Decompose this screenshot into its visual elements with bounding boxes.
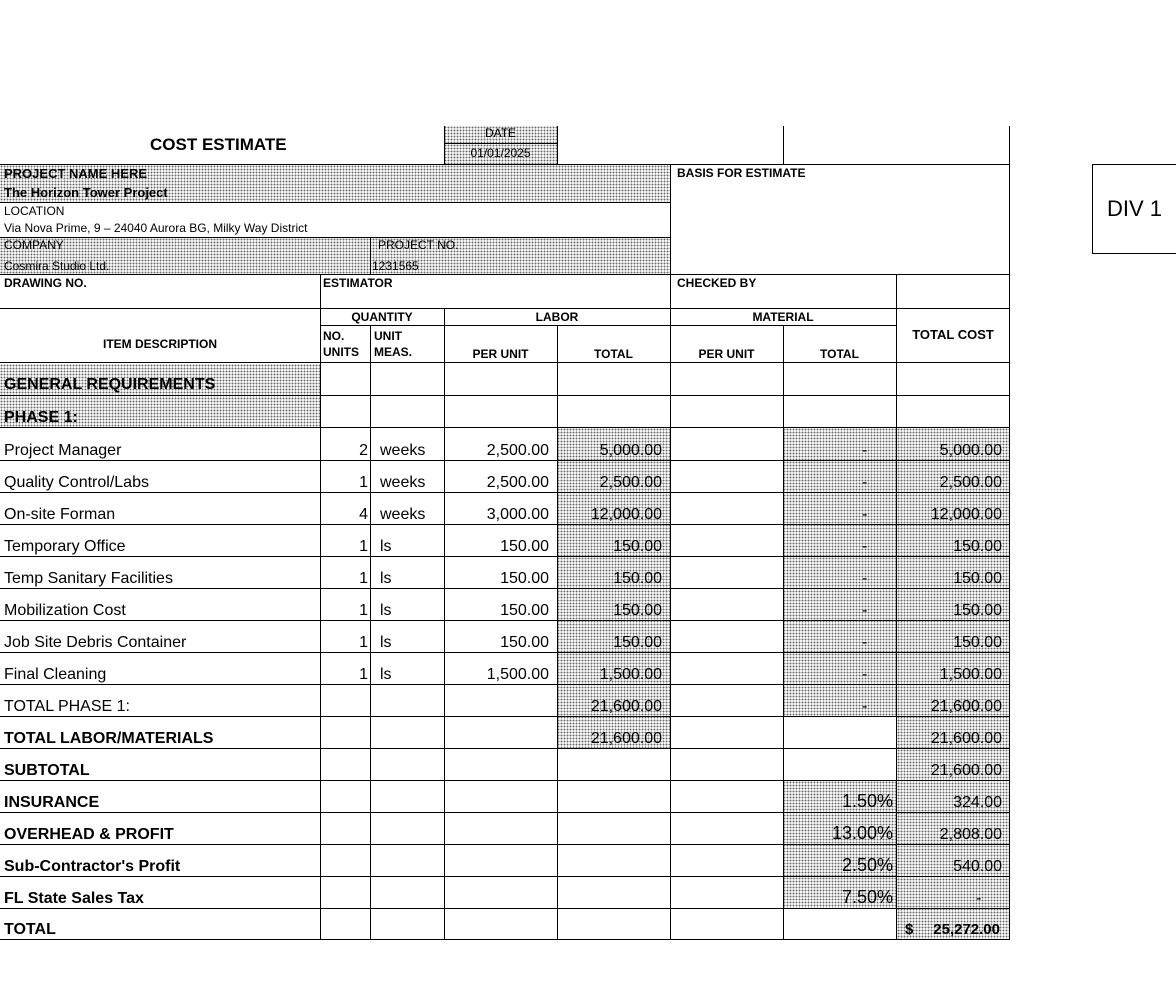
subcontractor-label: Sub-Contractor's Profit [4, 858, 181, 875]
item-total-cost: 1,500.00 [939, 666, 1002, 683]
insurance-value: 324.00 [953, 794, 1002, 811]
total-labor-materials-label: TOTAL LABOR/MATERIALS [4, 730, 214, 747]
overhead-value: 2,808.00 [939, 826, 1002, 843]
item-units: 1 [359, 666, 368, 683]
item-meas: ls [380, 666, 392, 683]
item-material-total: - [862, 474, 868, 491]
item-total-cost: 12,000.00 [930, 506, 1002, 523]
total-phase-material: - [862, 698, 868, 715]
item-material-total: - [862, 634, 868, 651]
col-material-total: TOTAL [820, 347, 859, 361]
item-material-total: - [862, 666, 868, 683]
item-units: 1 [359, 474, 368, 491]
company: Cosmira Studio Ltd. [4, 259, 110, 273]
total-phase-label: TOTAL PHASE 1: [4, 698, 130, 715]
item-total-cost: 150.00 [953, 634, 1002, 651]
item-meas: weeks [380, 506, 426, 523]
grand-total-label: TOTAL [4, 921, 56, 938]
date-label: DATE [484, 126, 517, 140]
checked-by-label: CHECKED BY [677, 276, 757, 290]
item-labor-unit: 150.00 [500, 634, 549, 651]
overhead-label: OVERHEAD & PROFIT [4, 826, 174, 843]
item-total-cost: 150.00 [953, 538, 1002, 555]
page-title: COST ESTIMATE [150, 135, 287, 154]
section-general: GENERAL REQUIREMENTS [4, 376, 216, 393]
item-desc: Temporary Office [4, 538, 126, 555]
location: Via Nova Prime, 9 – 24040 Aurora BG, Milky Way District [4, 221, 308, 235]
overhead-percent: 13.00% [831, 823, 893, 843]
item-desc: Job Site Debris Container [4, 634, 187, 651]
item-material-total: - [862, 538, 868, 555]
item-units: 4 [359, 506, 368, 523]
item-meas: ls [380, 538, 392, 555]
col-material-per-unit: PER UNIT [698, 347, 755, 361]
project-no: 1231565 [372, 259, 419, 273]
item-labor-total: 150.00 [613, 602, 662, 619]
sales-tax-value: - [976, 890, 982, 907]
currency-symbol: $ [905, 921, 914, 938]
item-units: 1 [359, 602, 368, 619]
subcontractor-percent: 2.50% [841, 855, 893, 875]
basis-label: BASIS FOR ESTIMATE [677, 166, 806, 180]
sales-tax-percent: 7.50% [841, 887, 893, 907]
item-labor-unit: 3,000.00 [486, 506, 549, 523]
company-label: COMPANY [4, 238, 64, 252]
item-desc: On-site Forman [4, 506, 116, 523]
total-phase-cost: 21,600.00 [930, 698, 1002, 715]
item-labor-unit: 1,500.00 [486, 666, 549, 683]
div-label: DIV 1 [1106, 196, 1163, 221]
total-labor-materials-labor: 21,600.00 [590, 730, 662, 747]
item-desc: Mobilization Cost [4, 602, 126, 619]
item-labor-total: 1,500.00 [599, 666, 662, 683]
item-desc: Final Cleaning [4, 666, 107, 683]
col-item-description: ITEM DESCRIPTION [102, 337, 217, 351]
total-phase-labor: 21,600.00 [590, 698, 662, 715]
col-no-units: NO. UNITS [323, 329, 359, 360]
section-phase: PHASE 1: [4, 409, 78, 426]
insurance-percent: 1.50% [841, 791, 893, 811]
item-meas: ls [380, 634, 392, 651]
item-labor-unit: 150.00 [500, 602, 549, 619]
drawing-label: DRAWING NO. [4, 276, 87, 290]
subcontractor-value: 540.00 [953, 858, 1002, 875]
item-total-cost: 2,500.00 [939, 474, 1002, 491]
col-labor: LABOR [535, 310, 579, 324]
estimator-label: ESTIMATOR [323, 276, 393, 290]
item-units: 1 [359, 538, 368, 555]
item-total-cost: 150.00 [953, 602, 1002, 619]
item-meas: weeks [380, 474, 426, 491]
project-no-label: PROJECT NO. [378, 238, 459, 252]
item-labor-unit: 2,500.00 [486, 442, 549, 459]
item-material-total: - [862, 602, 868, 619]
col-quantity: QUANTITY [351, 310, 413, 324]
subtotal-label: SUBTOTAL [4, 762, 90, 779]
item-labor-unit: 150.00 [500, 538, 549, 555]
item-labor-total: 2,500.00 [599, 474, 662, 491]
insurance-label: INSURANCE [4, 794, 100, 811]
item-labor-total: 150.00 [613, 634, 662, 651]
project-name-label: PROJECT NAME HERE [4, 166, 148, 181]
item-meas: weeks [380, 442, 426, 459]
item-material-total: - [862, 506, 868, 523]
item-meas: ls [380, 570, 392, 587]
col-unit-meas: UNIT MEAS. [374, 329, 413, 360]
item-units: 1 [359, 634, 368, 651]
col-total-cost: TOTAL COST [912, 327, 994, 342]
project-name: The Horizon Tower Project [4, 185, 168, 200]
material-total-fill [783, 428, 896, 716]
col-labor-per-unit: PER UNIT [472, 347, 529, 361]
item-desc: Quality Control/Labs [4, 474, 149, 491]
total-labor-materials-cost: 21,600.00 [930, 730, 1002, 747]
item-desc: Temp Sanitary Facilities [4, 570, 173, 587]
item-meas: ls [380, 602, 392, 619]
item-total-cost: 150.00 [953, 570, 1002, 587]
item-labor-unit: 150.00 [500, 570, 549, 587]
subtotal-value: 21,600.00 [930, 762, 1002, 779]
item-labor-total: 12,000.00 [590, 506, 662, 523]
item-labor-total: 150.00 [613, 538, 662, 555]
col-labor-total: TOTAL [594, 347, 633, 361]
item-material-total: - [862, 570, 868, 587]
item-labor-total: 5,000.00 [599, 442, 662, 459]
item-units: 2 [359, 442, 368, 459]
col-material: MATERIAL [752, 310, 814, 324]
sales-tax-label: FL State Sales Tax [4, 890, 144, 907]
location-label: LOCATION [4, 204, 65, 218]
item-units: 1 [359, 570, 368, 587]
item-labor-unit: 2,500.00 [486, 474, 549, 491]
item-desc: Project Manager [4, 442, 122, 459]
item-labor-total: 150.00 [613, 570, 662, 587]
item-total-cost: 5,000.00 [939, 442, 1002, 459]
grand-total-value: 25,272.00 [933, 921, 1000, 938]
item-material-total: - [862, 442, 868, 459]
date-value: 01/01/2025 [470, 146, 531, 160]
